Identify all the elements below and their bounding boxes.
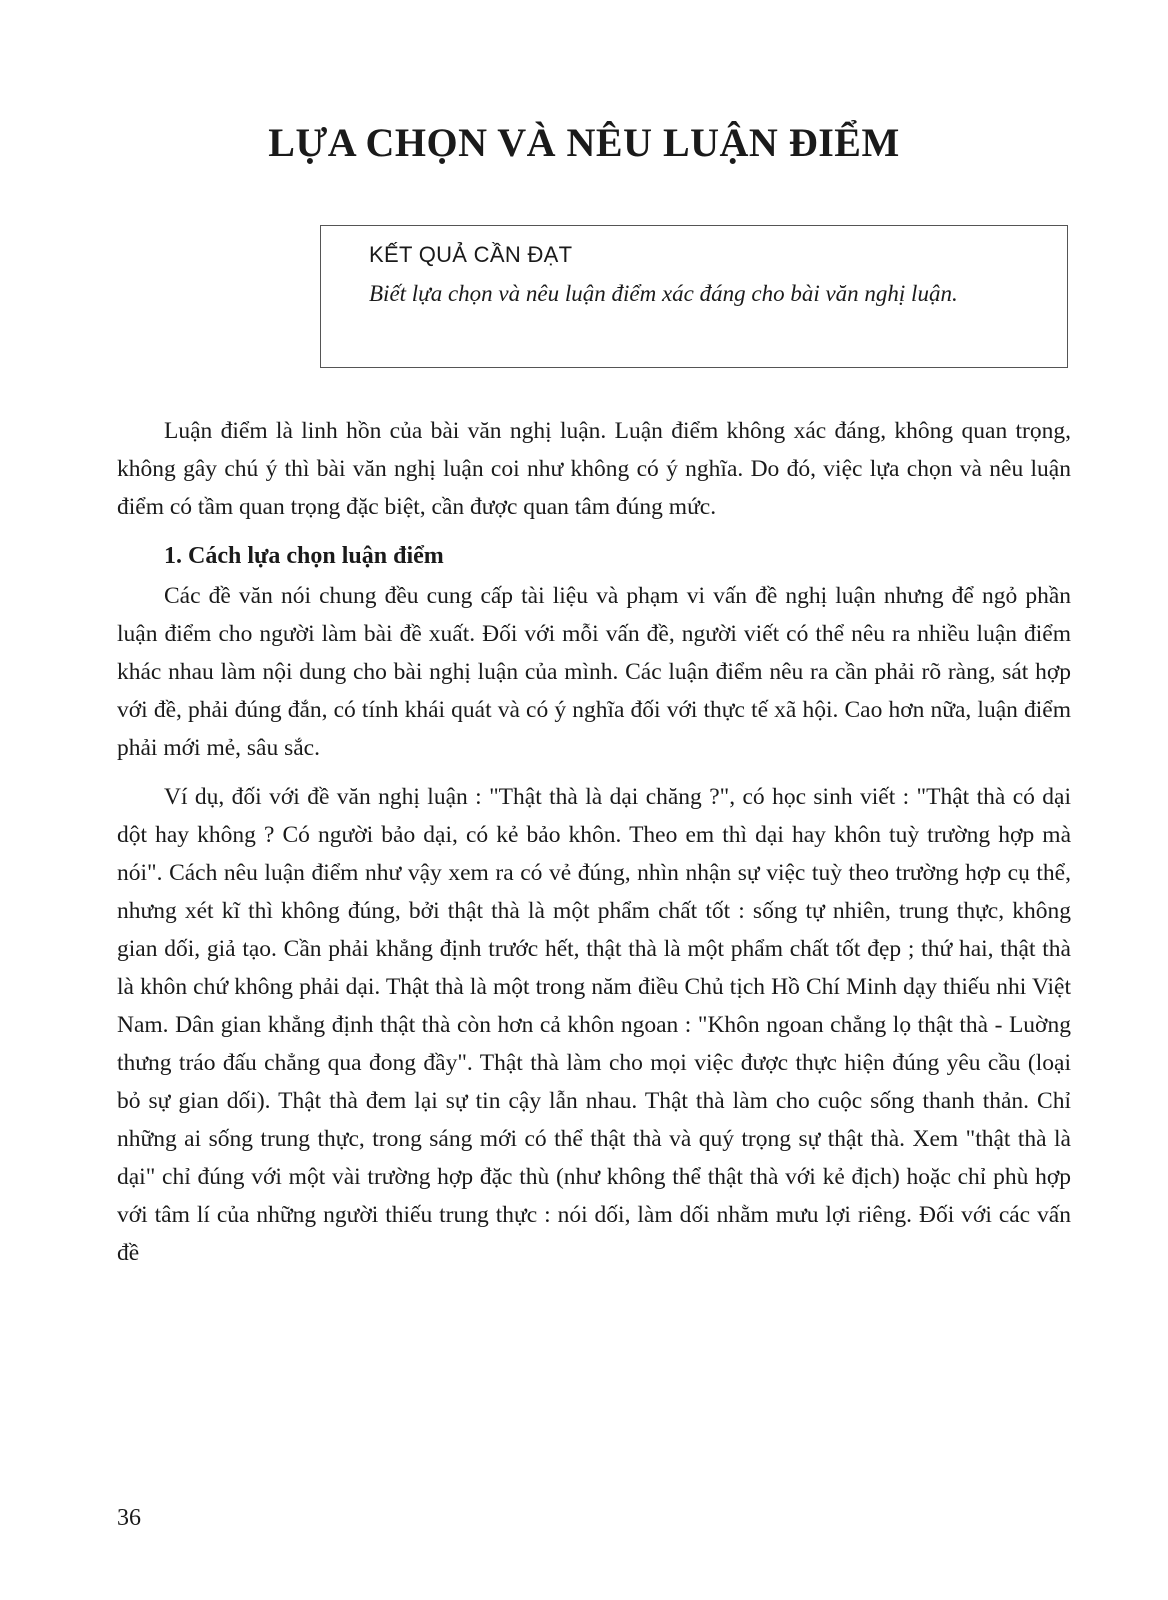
section-paragraph-2: Ví dụ, đối với đề văn nghị luận : "Thật thà là dại chăng ?", có học sinh viết : "Thật thà có dại dột hay không ? Có người bảo dại, có kẻ bảo khôn. Theo em thì dại hay khôn tuỳ trường hợp mà nói". Cách nêu luận điểm như vậy xem ra có vẻ đúng, nhìn nhận sự việc tuỳ theo trường hợp cụ thể, nhưng xét kĩ thì không đúng, bởi thật thà là một phẩm chất tốt : sống tự nhiên, trung thực, không gian dối, giả tạo. Cần phải khẳng định trước hết, thật thà là một phẩm chất tốt đẹp ; thứ hai, thật thà là khôn chứ không phải dại. Thật thà là một trong năm điều Chủ tịch Hồ Chí Minh dạy thiếu nhi Việt Nam. Dân gian khẳng định thật thà còn hơn cả khôn ngoan : "Khôn ngoan chẳng lọ thật thà - Luờng thưng tráo đấu chẳng qua đong đầy". Thật thà làm cho mọi việc được thực hiện đúng yêu cầu (loại bỏ sự gian dối). Thật thà đem lại sự tin cậy lẫn nhau. Thật thà làm cho cuộc sống thanh thản. Chỉ những ai sống trung thực, trong sáng mới có thể thật thà và quý trọng sự thật thà. Xem "thật thà là dại" chỉ đúng với một vài trường hợp đặc thù (như không thể thật thà với kẻ địch) hoặc chỉ phù hợp với tâm lí của những người thiếu trung thực : nói dối, làm dối nhằm mưu lợi riêng. Đối với các vấn đề — [117, 784, 1071, 1266]
page-number: 36 — [117, 1505, 141, 1531]
objectives-box — [320, 225, 1068, 368]
objectives-text: Biết lựa chọn và nêu luận điểm xác đáng cho bài văn nghị luận. — [369, 281, 958, 306]
body-text — [117, 412, 1071, 1283]
page-title: LỰA CHỌN VÀ NÊU LUẬN ĐIỂM — [268, 120, 900, 165]
section-paragraph-1: Các đề văn nói chung đều cung cấp tài liệu và phạm vi vấn đề nghị luận nhưng để ngỏ phần luận điểm cho người làm bài đề xuất. Đối với mỗi vấn đề, người viết có thể nêu ra nhiều luận điểm khác nhau làm nội dung cho bài nghị luận của mình. Các luận điểm nêu ra cần phải rõ ràng, sát hợp với đề, phải đúng đắn, có tính khái quát và có ý nghĩa đối với thực tế xã hội. Cao hơn nữa, luận điểm phải mới mẻ, sâu sắc. — [117, 583, 1071, 761]
section-heading: 1. Cách lựa chọn luận điểm — [164, 543, 444, 569]
intro-paragraph: Luận điểm là linh hồn của bài văn nghị luận. Luận điểm không xác đáng, không quan trọng, không gây chú ý thì bài văn nghị luận coi như không có ý nghĩa. Do đó, việc lựa chọn và nêu luận điểm có tầm quan trọng đặc biệt, cần được quan tâm đúng mức. — [117, 418, 1071, 520]
objectives-heading: KẾT QUẢ CẦN ĐẠT — [369, 242, 573, 267]
